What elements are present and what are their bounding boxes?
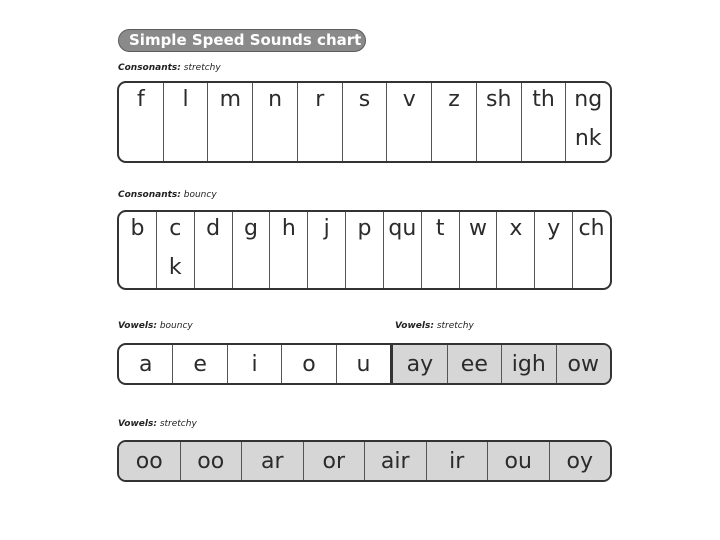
sound-text: y xyxy=(547,216,561,241)
sound-text: ir xyxy=(449,448,465,474)
sound-cell-shaded xyxy=(390,345,446,383)
sound-cell-shaded xyxy=(487,442,549,480)
sound-text: d xyxy=(206,216,221,241)
sound-cell xyxy=(336,345,390,383)
vowels-strip xyxy=(117,343,612,385)
sound-cell xyxy=(232,212,270,288)
section-label-rest: stretchy xyxy=(433,321,474,331)
sound-text: igh xyxy=(511,351,546,377)
sound-text: ay xyxy=(406,351,434,377)
section-label-stretchy-vowels xyxy=(395,321,474,331)
sound-cell-shaded xyxy=(303,442,365,480)
sound-text: t xyxy=(435,216,445,241)
sound-text: e xyxy=(193,351,207,377)
sound-cell xyxy=(386,83,431,161)
sound-cell xyxy=(572,212,610,288)
sound-text: qu xyxy=(388,216,417,241)
sound-cell xyxy=(269,212,307,288)
sound-cell xyxy=(521,83,566,161)
sound-text: a xyxy=(138,351,153,377)
sound-cell-shaded xyxy=(119,442,180,480)
sound-text: ch xyxy=(578,216,605,241)
stretchy-consonants-strip xyxy=(117,81,612,163)
sound-text: oo xyxy=(135,448,163,474)
sound-cell xyxy=(297,83,342,161)
sound-cell-shaded xyxy=(426,442,488,480)
sound-cell xyxy=(194,212,232,288)
sound-cell xyxy=(565,83,610,161)
sound-text: x xyxy=(509,216,523,241)
sound-cell xyxy=(345,212,383,288)
sound-cell-shaded xyxy=(556,345,610,383)
chart-title: Simple Speed Sounds chart xyxy=(118,29,366,52)
section-label-rest: stretchy xyxy=(156,419,197,429)
sound-cell-shaded xyxy=(549,442,611,480)
sound-cell xyxy=(281,345,335,383)
sound-text: ng xyxy=(574,87,603,112)
sound-cell xyxy=(163,83,208,161)
section-label-bouncy-vowels xyxy=(118,321,193,331)
sound-text: c xyxy=(169,216,182,241)
sound-text: g xyxy=(243,216,258,241)
sound-text: o xyxy=(302,351,316,377)
sound-text: h xyxy=(281,216,296,241)
section-label-bold: Vowels: xyxy=(118,419,157,429)
sound-text-alt: nk xyxy=(574,126,602,151)
section-label-bouncy-consonants xyxy=(118,190,217,200)
sound-text: f xyxy=(136,87,145,112)
sound-cell xyxy=(227,345,281,383)
section-label-rest: stretchy xyxy=(180,63,221,73)
sound-text: u xyxy=(356,351,371,377)
section-label-rest: bouncy xyxy=(156,321,193,331)
sound-text: r xyxy=(315,87,325,112)
sound-text: s xyxy=(358,87,371,112)
section-label-stretchy-vowels-2 xyxy=(118,419,197,429)
sound-cell xyxy=(156,212,194,288)
sound-cell xyxy=(421,212,459,288)
section-label-stretchy-consonants xyxy=(118,63,221,73)
sound-text: ow xyxy=(567,351,599,377)
sound-text-alt: k xyxy=(168,255,182,280)
sound-text: air xyxy=(380,448,410,474)
section-label-rest: bouncy xyxy=(180,190,217,200)
bouncy-consonants-strip xyxy=(117,210,612,290)
section-label-bold: Consonants: xyxy=(118,190,181,200)
sound-text: i xyxy=(251,351,258,377)
sound-text: oo xyxy=(197,448,225,474)
sound-text: v xyxy=(402,87,416,112)
sound-text: m xyxy=(219,87,242,112)
sound-text: l xyxy=(182,87,189,112)
sound-cell xyxy=(496,212,534,288)
section-label-bold: Vowels: xyxy=(395,321,434,331)
sound-cell-shaded xyxy=(180,442,242,480)
sound-cell xyxy=(307,212,345,288)
sound-cell xyxy=(119,83,163,161)
sound-cell xyxy=(172,345,226,383)
sound-text: ee xyxy=(460,351,488,377)
sound-cell xyxy=(119,345,172,383)
sound-text: oy xyxy=(566,448,593,474)
sound-cell-shaded xyxy=(241,442,303,480)
sound-text: p xyxy=(357,216,372,241)
sound-cell xyxy=(476,83,521,161)
sound-cell xyxy=(383,212,421,288)
sound-text: ou xyxy=(504,448,532,474)
sound-cell xyxy=(342,83,387,161)
sound-cell xyxy=(252,83,297,161)
sound-text: ar xyxy=(260,448,284,474)
sound-text: w xyxy=(469,216,488,241)
sound-text: th xyxy=(532,87,555,112)
sound-cell-shaded xyxy=(501,345,555,383)
stretchy-vowels-strip xyxy=(117,440,612,482)
sound-text: j xyxy=(323,216,330,241)
sound-cell xyxy=(459,212,497,288)
section-label-bold: Consonants: xyxy=(118,63,181,73)
sound-cell xyxy=(119,212,156,288)
sound-text: sh xyxy=(486,87,512,112)
sound-text: b xyxy=(130,216,145,241)
sound-text: n xyxy=(268,87,283,112)
sound-text: or xyxy=(322,448,345,474)
sound-text: z xyxy=(448,87,460,112)
sound-cell-shaded xyxy=(364,442,426,480)
sound-cell-shaded xyxy=(447,345,501,383)
sound-cell xyxy=(207,83,252,161)
sound-cell xyxy=(534,212,572,288)
sound-cell xyxy=(431,83,476,161)
section-label-bold: Vowels: xyxy=(118,321,157,331)
